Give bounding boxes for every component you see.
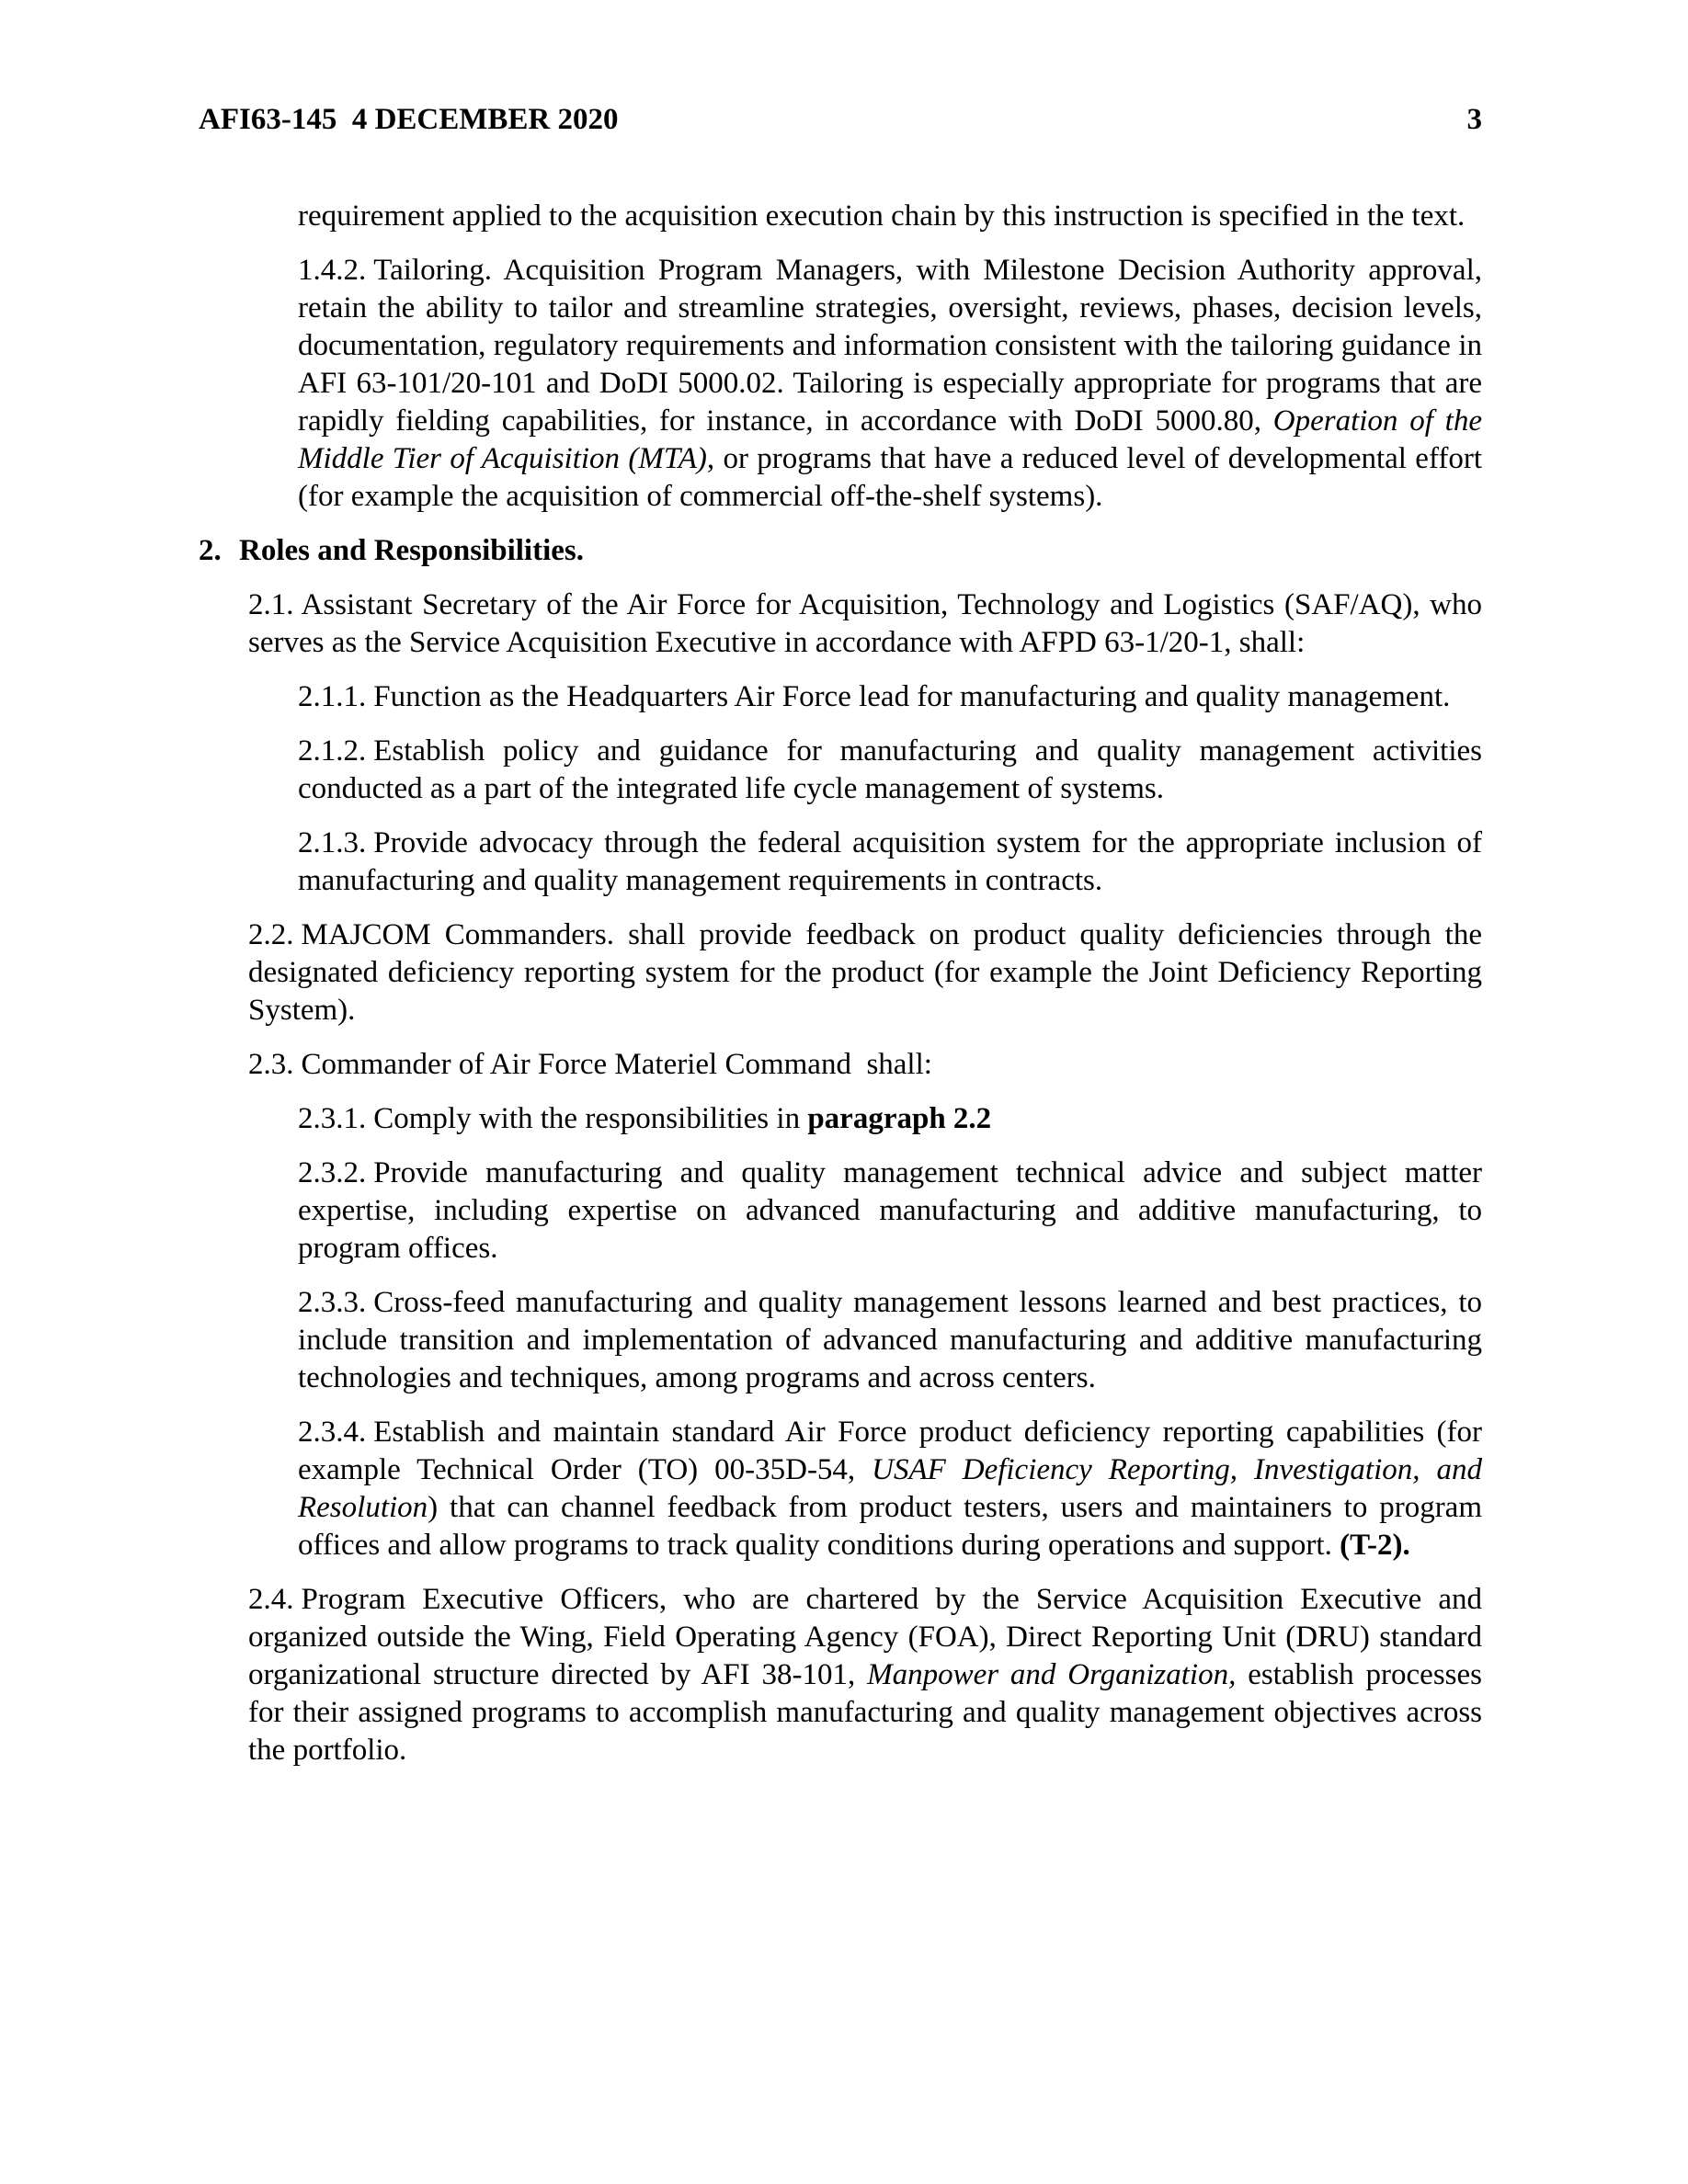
paragraph-number: 2.1.2. — [298, 734, 367, 768]
paragraph-text: MAJCOM Commanders. shall provide feedback on product quality deficiencies through the designated deficiency reporting system for the product (for example the Joint Deficiency Reporting System). — [248, 918, 1482, 1027]
paragraph-number: 2.1. — [248, 588, 294, 621]
tier-waiver-label: (T-2). — [1340, 1529, 1410, 1562]
paragraph-number: 2.3.3. — [298, 1286, 367, 1319]
paragraph-number: 2.2. — [248, 918, 294, 951]
paragraph-number: 2.3.2. — [298, 1156, 367, 1189]
paragraph-number: 1.4.2. — [298, 254, 367, 287]
paragraph-text: Establish and maintain standard Air Force product deficiency reporting capabilities (for example Technical Order (TO) 00-35D-54, — [298, 1416, 1482, 1486]
paragraph-text-continued: , or programs that have a reduced level of developmental effort (for example the acquisition of commercial off-the-shelf systems). — [298, 442, 1482, 513]
paragraph-text: Assistant Secretary of the Air Force for Acquisition, Technology and Logistics (SAF/AQ), who serves as the Service Acquisition Executive in accordance with AFPD 63-1/20-1, shall: — [248, 588, 1482, 659]
paragraph-number: 2.3.4. — [298, 1416, 367, 1449]
paragraph-2-3-4 — [199, 1414, 1482, 1564]
publication-title: Manpower and Organization, — [867, 1658, 1237, 1691]
paragraph-2-3-1 — [199, 1100, 1482, 1138]
publication-title: Operation of the Middle Tier of Acquisition (MTA) — [298, 404, 1482, 475]
section-number: 2. — [199, 534, 222, 567]
paragraph-2-3 — [199, 1046, 1482, 1084]
paragraph-text-continued: establish processes for their assigned programs to accomplish manufacturing and quality management objectives across the portfolio. — [248, 1658, 1482, 1767]
section-title: Roles and Responsibilities. — [239, 534, 584, 567]
paragraph-1-4-1-continuation — [199, 198, 1482, 235]
paragraph-2-1 — [199, 586, 1482, 662]
paragraph-number: 2.3. — [248, 1048, 294, 1081]
section-heading-2 — [199, 532, 1482, 570]
paragraph-2-4 — [199, 1581, 1482, 1769]
paragraph-number: 2.1.3. — [298, 826, 367, 859]
paragraph-number: 2.3.1. — [298, 1102, 367, 1135]
document-body — [199, 198, 1482, 1786]
paragraph-text: Comply with the responsibilities in — [373, 1102, 808, 1135]
paragraph-2-1-2 — [199, 733, 1482, 808]
paragraph-text: Provide advocacy through the federal acquisition system for the appropriate inclusion of manufacturing and quality management requirements in contracts. — [298, 826, 1482, 897]
paragraph-text: Establish policy and guidance for manufacturing and quality management activities conducted as a part of the integrated life cycle management of systems. — [298, 734, 1482, 805]
paragraph-text: Function as the Headquarters Air Force lead for manufacturing and quality management. — [373, 680, 1451, 713]
paragraph-text: Tailoring. Acquisition Program Managers, with Milestone Decision Authority approval, retain the ability to tailor and streamline strategies, oversight, reviews, phases, decision levels, documentation, regulatory requirements and information consistent with the tailoring guidance in AFI 63-101/20-101 and DoDI 5000.02. Tailoring is especially appropriate for programs that are rapidly fielding capabilities, for instance, in accordance with DoDI 5000.80, — [298, 254, 1482, 438]
paragraph-2-1-1 — [199, 678, 1482, 716]
page-number: 3 — [1466, 103, 1482, 136]
publication-title: USAF Deficiency Reporting, Investigation, and Resolution — [298, 1453, 1482, 1524]
paragraph-number: 2.4. — [248, 1583, 294, 1616]
running-header — [199, 99, 1482, 140]
paragraph-text: Provide manufacturing and quality management technical advice and subject matter expertise, including expertise on advanced manufacturing and additive manufacturing, to program offices. — [298, 1156, 1482, 1265]
paragraph-2-2 — [199, 916, 1482, 1029]
paragraph-number: 2.1.1. — [298, 680, 367, 713]
paragraph-text: requirement applied to the acquisition execution chain by this instruction is specified in the text. — [298, 199, 1466, 233]
paragraph-2-3-3 — [199, 1284, 1482, 1397]
paragraph-text: Cross-feed manufacturing and quality management lessons learned and best practices, to include transition and implementation of advanced manufacturing and additive manufacturing technologies and techniques, among programs and across centers. — [298, 1286, 1482, 1394]
paragraph-text: Commander of Air Force Materiel Command shall: — [301, 1048, 932, 1081]
paragraph-text-continued: ) that can channel feedback from product testers, users and maintainers to program offices and allow programs to track quality conditions during operations and support. — [298, 1491, 1482, 1562]
paragraph-text: Program Executive Officers, who are chartered by the Service Acquisition Executive and organized outside the Wing, Field Operating Agency (FOA), Direct Reporting Unit (DRU) standard organizational structure directed by AFI 38-101, — [248, 1583, 1482, 1691]
paragraph-1-4-2 — [199, 252, 1482, 516]
paragraph-2-1-3 — [199, 825, 1482, 900]
paragraph-2-3-2 — [199, 1155, 1482, 1268]
document-id: AFI63-145 4 DECEMBER 2020 — [199, 103, 619, 136]
paragraph-reference: paragraph 2.2 — [807, 1102, 992, 1135]
